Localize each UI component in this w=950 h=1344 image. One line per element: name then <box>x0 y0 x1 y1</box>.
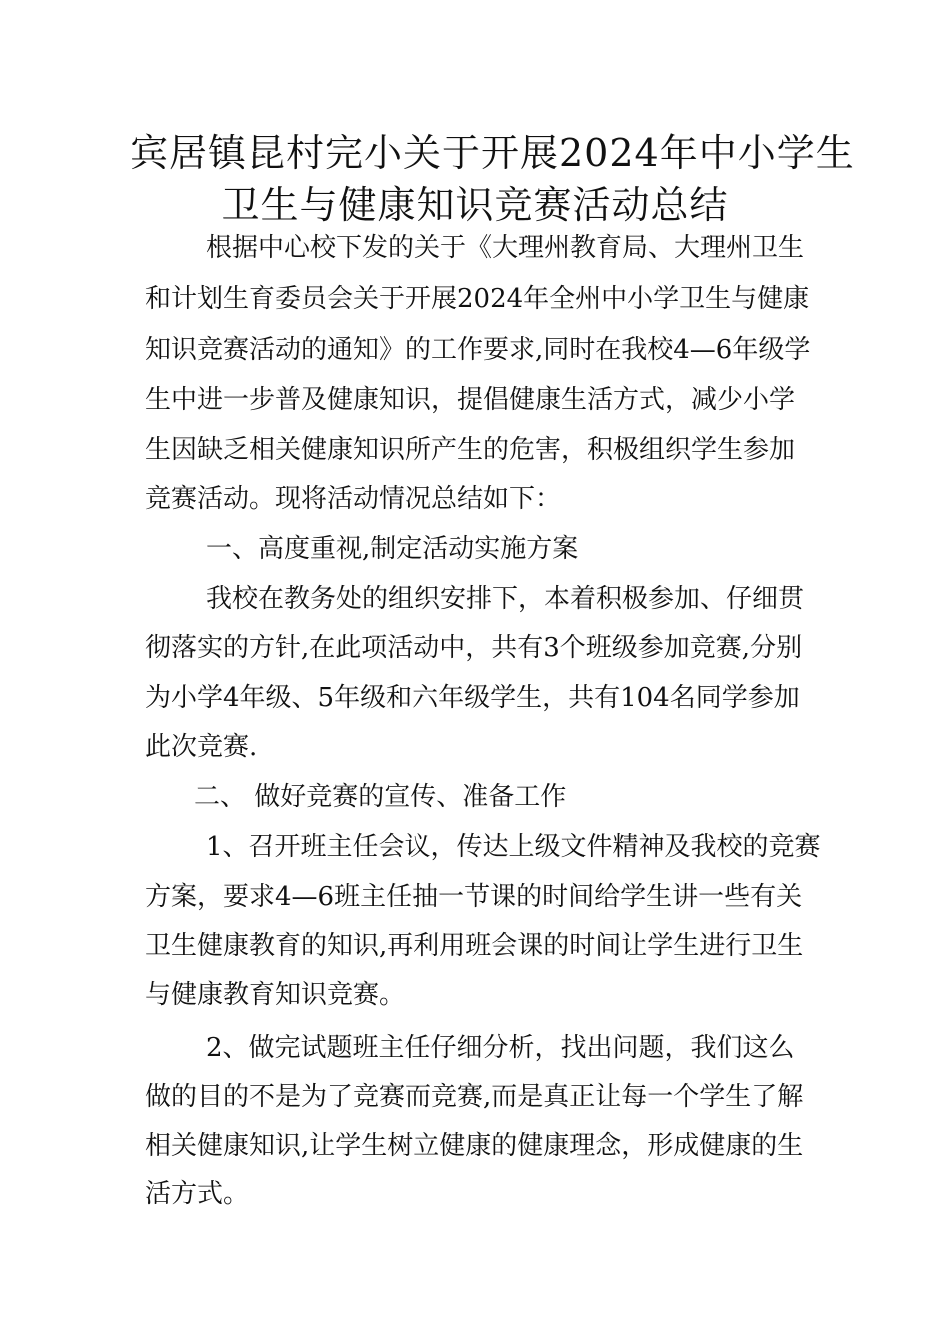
section-2-item-2-line-4: 活方式。 <box>145 1179 250 1209</box>
document-title-line-1: 宾居镇昆村完小关于开展2024年中小学生 <box>130 131 855 175</box>
intro-line-1: 根据中心校下发的关于《大理州教育局、大理州卫生 <box>206 233 805 263</box>
section-2-item-1-line-2: 方案，要求4—6班主任抽一节课的时间给学生讲一些有关 <box>145 882 803 912</box>
intro-line-2: 和计划生育委员会关于开展2024年全州中小学卫生与健康 <box>145 284 810 314</box>
section-2-item-1-line-1: 1、召开班主任会议，传达上级文件精神及我校的竞赛 <box>206 832 821 862</box>
section-1-line-4: 此次竞赛. <box>145 732 258 762</box>
intro-line-4: 生中进一步普及健康知识，提倡健康生活方式，减少小学 <box>145 385 796 415</box>
intro-line-5: 生因缺乏相关健康知识所产生的危害，积极组织学生参加 <box>145 435 796 465</box>
section-2-item-1-line-4: 与健康教育知识竞赛。 <box>145 980 406 1010</box>
section-1-heading: 一、高度重视,制定活动实施方案 <box>206 534 579 564</box>
document-title-line-2: 卫生与健康知识竞赛活动总结 <box>221 183 729 227</box>
section-1-line-2: 彻落实的方针,在此项活动中，共有3个班级参加竞赛,分别 <box>145 633 803 663</box>
section-2-heading: 二、 做好竞赛的宣传、准备工作 <box>194 782 567 812</box>
intro-line-6: 竞赛活动。现将活动情况总结如下： <box>145 484 562 514</box>
section-2-item-2-line-2: 做的目的不是为了竞赛而竞赛,而是真正让每一个学生了解 <box>145 1082 804 1112</box>
section-1-line-3: 为小学4年级、5年级和六年级学生，共有104名同学参加 <box>145 683 800 713</box>
section-2-item-2-line-3: 相关健康知识,让学生树立健康的健康理念，形成健康的生 <box>145 1131 804 1161</box>
intro-line-3: 知识竞赛活动的通知》的工作要求,同时在我校4—6年级学 <box>145 335 811 365</box>
section-2-item-2-line-1: 2、做完试题班主任仔细分析，找出问题，我们这么 <box>206 1033 795 1063</box>
section-2-item-1-line-3: 卫生健康教育的知识,再利用班会课的时间让学生进行卫生 <box>145 931 804 961</box>
section-1-line-1: 我校在教务处的组织安排下，本着积极参加、仔细贯 <box>206 584 805 614</box>
